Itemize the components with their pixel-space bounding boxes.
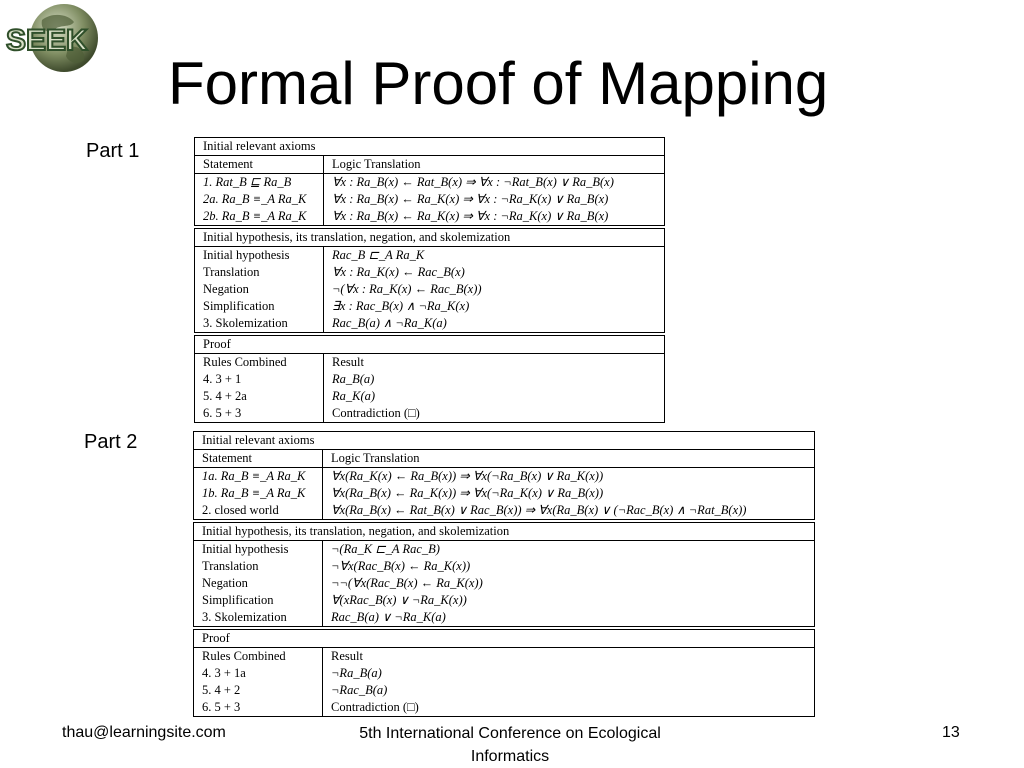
logic-translation-column-header: Logic Translation (323, 450, 815, 468)
hypothesis-header: Initial hypothesis, its translation, negation, and skolemization (195, 229, 664, 247)
formula-cell: Rac_B ⊏_A Ra_K (332, 248, 425, 262)
axioms-column-headers (194, 450, 814, 468)
statement-cell: 2a. Ra_B ≡_A Ra_K (195, 191, 324, 208)
formula-cell: Rac_B(a) ∧ ¬Ra_K(a) (332, 316, 447, 330)
formula-cell: ∀(xRac_B(x) ∨ ¬Ra_K(x)) (331, 593, 467, 607)
formula-cell: Rac_B(a) ∨ ¬Ra_K(a) (331, 610, 446, 624)
table-row (194, 502, 814, 519)
rule-cell: 6. 5 + 3 (194, 699, 323, 716)
rule-cell: 4. 3 + 1a (194, 665, 323, 682)
table-row (195, 191, 664, 208)
logic-translation-column-header: Logic Translation (324, 156, 665, 174)
statement-column-header: Statement (195, 156, 324, 174)
table-row (194, 485, 814, 502)
table-row (195, 371, 664, 388)
translation-cell: ∀x(Ra_B(x) ← Rat_B(x) ∨ Rac_B(x)) ⇒ ∀x(Ra_B(x) ∨ (¬Rac_B(x) ∧ ¬Rat_B(x)) (331, 503, 747, 517)
part-2-label: Part 2 (84, 431, 138, 453)
statement-cell: 1b. Ra_B ≡_A Ra_K (194, 485, 323, 502)
step-cell: Simplification (195, 298, 324, 315)
axioms-block (193, 431, 815, 520)
table-row (195, 174, 664, 192)
slide-title: Formal Proof of Mapping (168, 50, 829, 117)
result-column-header: Result (331, 649, 363, 663)
rules-combined-column-header: Rules Combined (194, 648, 323, 665)
step-cell: 3. Skolemization (194, 609, 323, 626)
statement-cell: 1. Rat_B ⊑ Ra_B (195, 174, 324, 192)
footer-email: thau@learningsite.com (62, 724, 226, 741)
proof-block (193, 629, 815, 717)
step-cell: Initial hypothesis (194, 541, 323, 558)
table-row (195, 315, 664, 332)
translation-cell: ∀x : Ra_B(x) ← Ra_K(x) ⇒ ∀x : ¬Ra_K(x) ∨ Ra_B(x) (332, 192, 609, 206)
translation-cell: ∀x(Ra_K(x) ← Ra_B(x)) ⇒ ∀x(¬Ra_B(x) ∨ Ra_K(x)) (331, 469, 604, 483)
footer-conference-line-2: Informatics (470, 748, 550, 765)
result-column-header: Result (332, 355, 364, 369)
statement-cell: 2. closed world (194, 502, 323, 519)
seek-logo (2, 2, 128, 74)
proof-header: Proof (194, 630, 814, 648)
step-cell: Initial hypothesis (195, 247, 324, 264)
proof-column-headers (195, 354, 664, 371)
step-cell: Negation (195, 281, 324, 298)
rule-cell: 5. 4 + 2a (195, 388, 324, 405)
axioms-header: Initial relevant axioms (194, 432, 814, 450)
rule-cell: 4. 3 + 1 (195, 371, 324, 388)
result-cell: Contradiction (□) (331, 700, 419, 714)
formula-cell: ∀x : Ra_K(x) ← Rac_B(x) (332, 265, 465, 279)
part-2-proof-table (193, 431, 815, 719)
statement-cell: 2b. Ra_B ≡_A Ra_K (195, 208, 324, 225)
rules-combined-column-header: Rules Combined (195, 354, 324, 371)
table-row (194, 682, 814, 699)
part-1-label: Part 1 (86, 140, 140, 162)
statement-cell: 1a. Ra_B ≡_A Ra_K (194, 468, 323, 486)
seek-globe-icon (2, 2, 128, 74)
formula-cell: ¬¬(∀x(Rac_B(x) ← Ra_K(x)) (331, 576, 483, 590)
table-row (195, 298, 664, 315)
table-row (195, 405, 664, 422)
formula-cell: ∃x : Rac_B(x) ∧ ¬Ra_K(x) (332, 299, 470, 313)
table-row (195, 264, 664, 281)
footer-conference (300, 722, 720, 768)
axioms-header: Initial relevant axioms (195, 138, 664, 156)
result-cell: ¬Ra_B(a) (331, 666, 382, 680)
result-cell: Ra_K(a) (332, 389, 376, 403)
step-cell: 3. Skolemization (195, 315, 324, 332)
table-row (194, 558, 814, 575)
rule-cell: 5. 4 + 2 (194, 682, 323, 699)
step-cell: Translation (194, 558, 323, 575)
table-row (194, 575, 814, 592)
axioms-block (194, 137, 665, 226)
statement-column-header: Statement (194, 450, 323, 468)
formula-cell: ¬∀x(Rac_B(x) ← Ra_K(x)) (331, 559, 471, 573)
hypothesis-header: Initial hypothesis, its translation, negation, and skolemization (194, 523, 814, 541)
formula-cell: ¬(Ra_K ⊏_A Rac_B) (331, 542, 440, 556)
svg-text:SEEK: SEEK (6, 24, 88, 57)
table-row (195, 208, 664, 225)
result-cell: Contradiction (□) (332, 406, 420, 420)
table-row (195, 247, 664, 264)
table-row (194, 609, 814, 626)
formula-cell: ¬(∀x : Ra_K(x) ← Rac_B(x)) (332, 282, 482, 296)
table-row (194, 468, 814, 486)
result-cell: ¬Rac_B(a) (331, 683, 388, 697)
step-cell: Simplification (194, 592, 323, 609)
translation-cell: ∀x(Ra_B(x) ← Ra_K(x)) ⇒ ∀x(¬Ra_K(x) ∨ Ra_B(x)) (331, 486, 604, 500)
step-cell: Negation (194, 575, 323, 592)
table-row (194, 699, 814, 716)
proof-column-headers (194, 648, 814, 665)
rule-cell: 6. 5 + 3 (195, 405, 324, 422)
table-row (194, 592, 814, 609)
step-cell: Translation (195, 264, 324, 281)
page-number: 13 (942, 724, 960, 741)
hypothesis-block (194, 228, 665, 333)
translation-cell: ∀x : Ra_B(x) ← Ra_K(x) ⇒ ∀x : ¬Ra_K(x) ∨ Ra_B(x) (332, 209, 609, 223)
footer-conference-line-1: 5th International Conference on Ecological (359, 725, 661, 742)
part-1-proof-table (194, 137, 665, 425)
translation-cell: ∀x : Ra_B(x) ← Rat_B(x) ⇒ ∀x : ¬Rat_B(x) ∨ Ra_B(x) (332, 175, 614, 189)
proof-header: Proof (195, 336, 664, 354)
proof-block (194, 335, 665, 423)
table-row (195, 388, 664, 405)
table-row (194, 541, 814, 558)
table-row (194, 665, 814, 682)
result-cell: Ra_B(a) (332, 372, 375, 386)
table-row (195, 281, 664, 298)
hypothesis-block (193, 522, 815, 627)
axioms-column-headers (195, 156, 664, 174)
